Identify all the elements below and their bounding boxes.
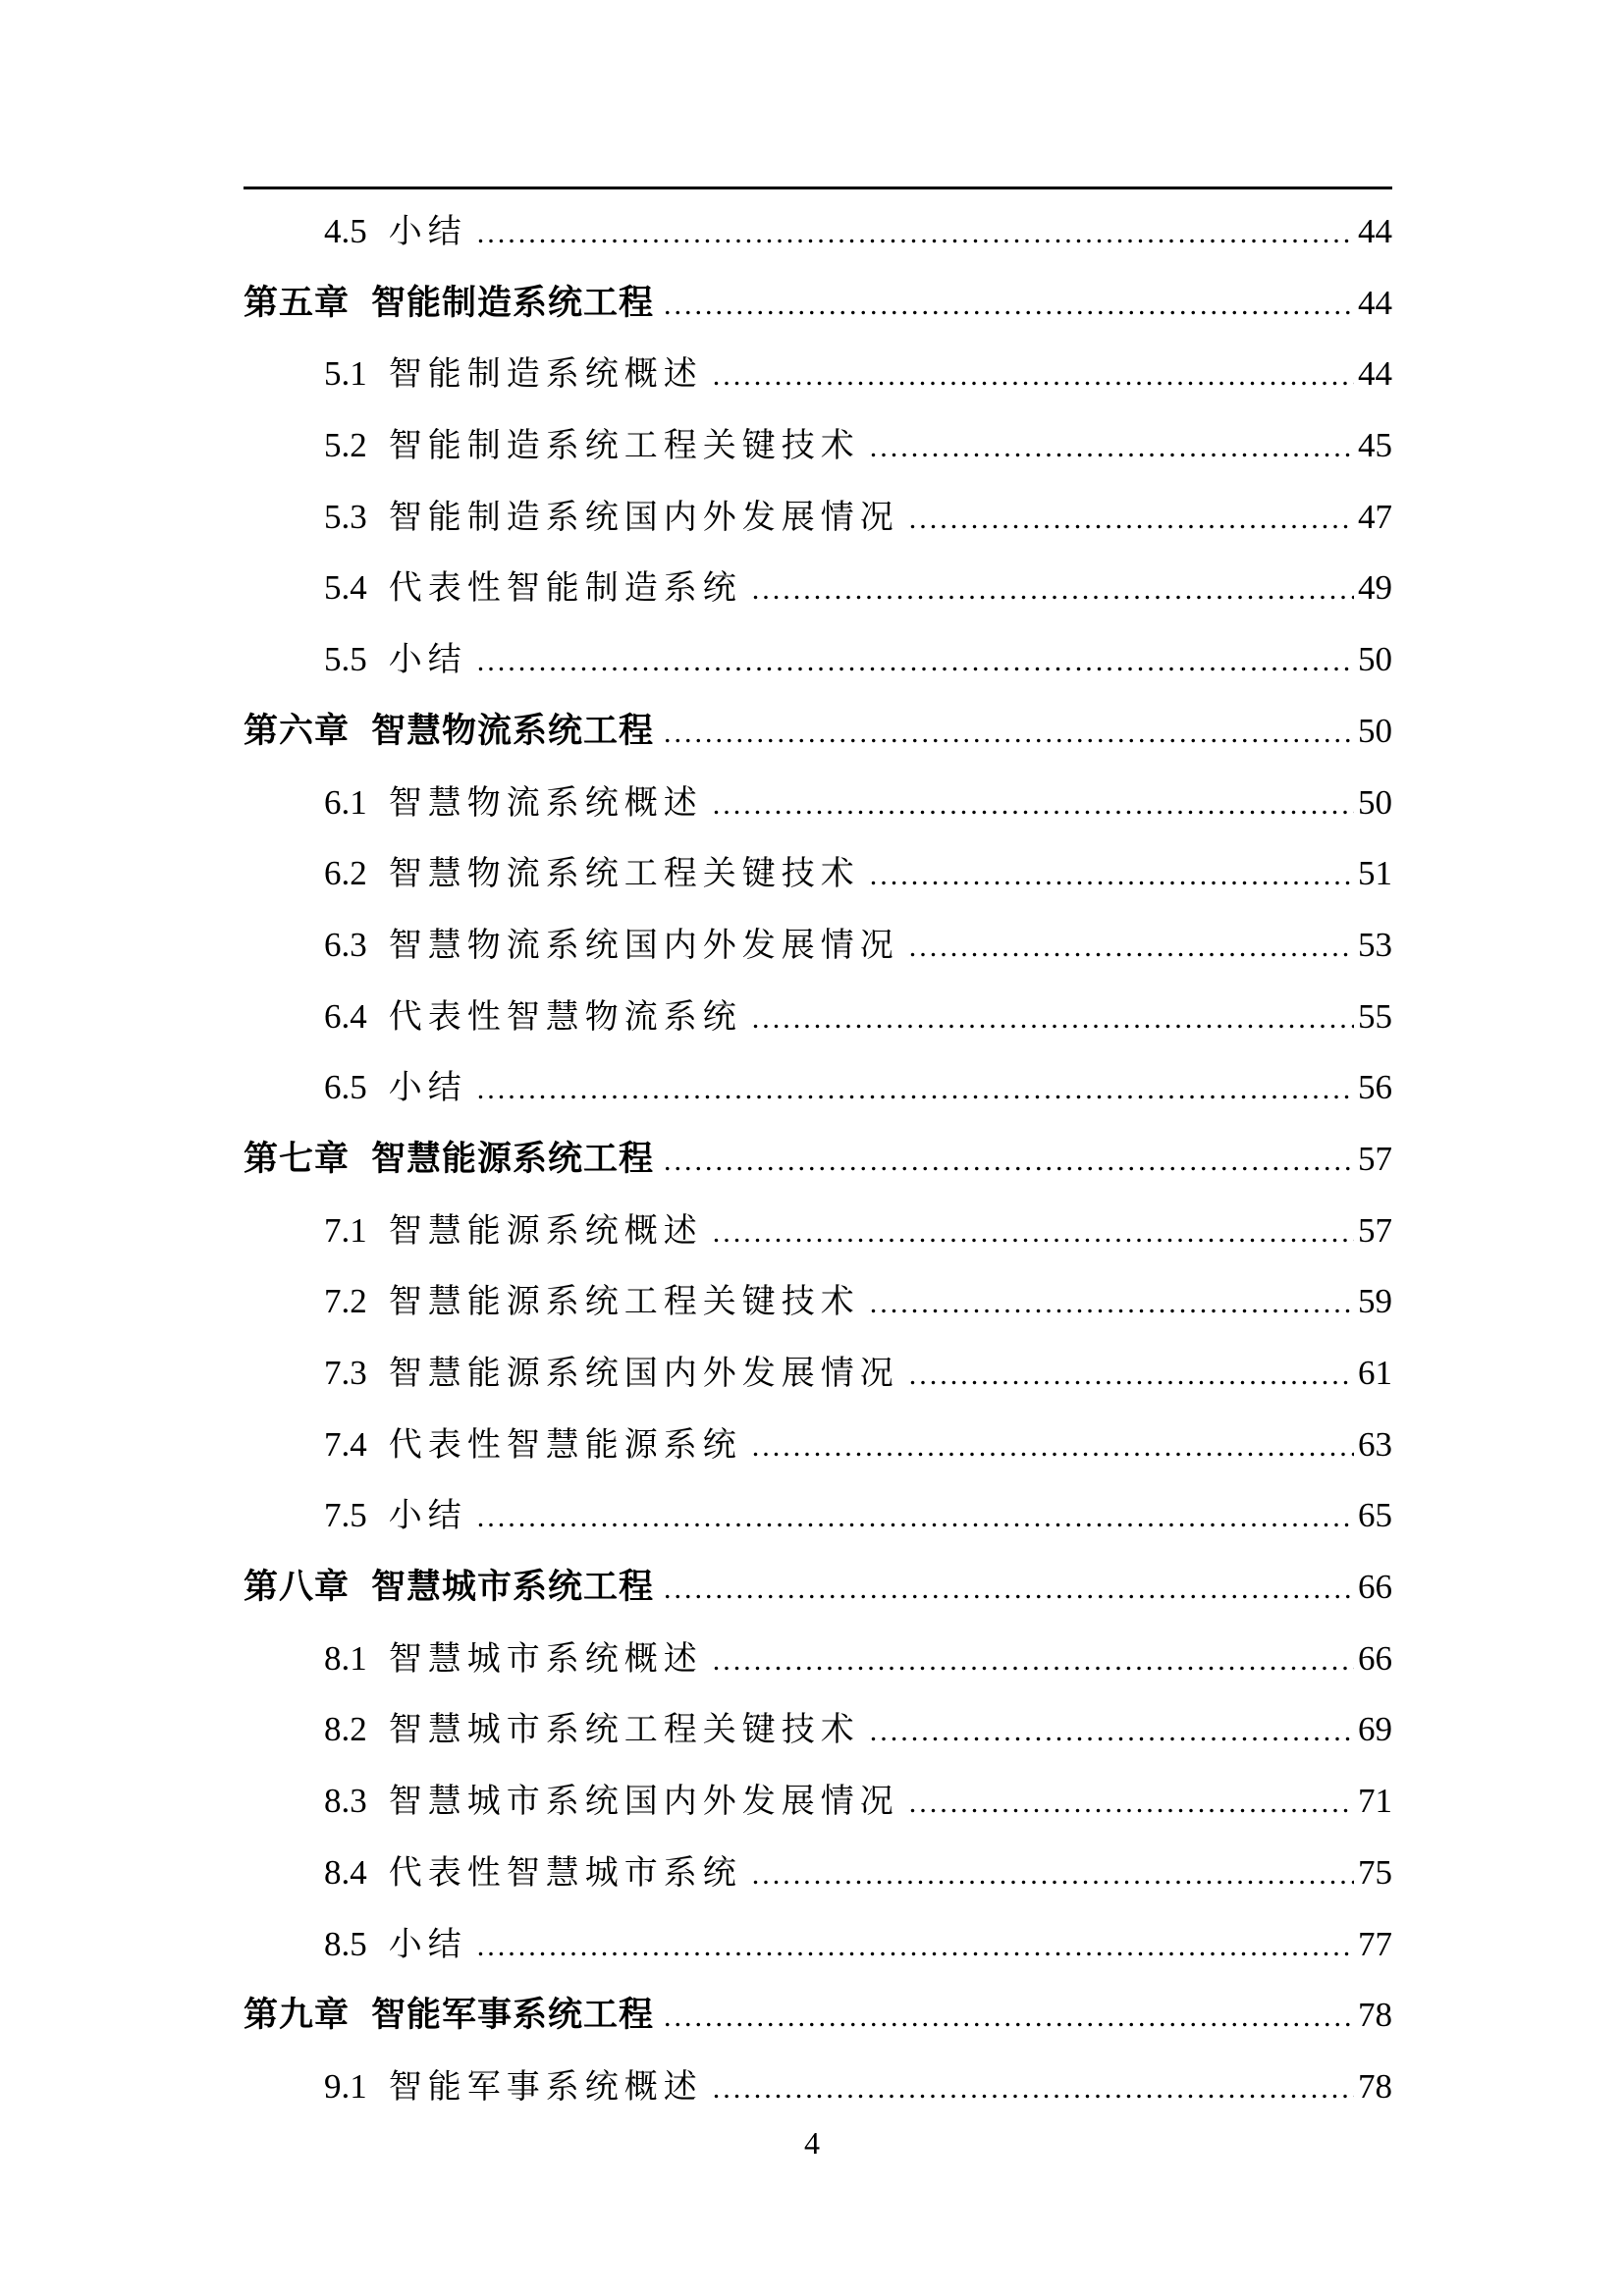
toc-chapter-title: 智慧能源系统工程 <box>371 1139 655 1179</box>
toc-chapter-entry[interactable] <box>244 268 1392 340</box>
toc-page-reference: 50 <box>1358 782 1392 822</box>
toc-dot-leader <box>870 412 1354 484</box>
toc-section-entry[interactable] <box>244 1052 1392 1124</box>
toc-dot-leader <box>870 1268 1354 1340</box>
toc-section-number: 7.1 <box>324 1210 367 1250</box>
toc-chapter-entry[interactable] <box>244 1124 1392 1196</box>
toc-chapter-entry[interactable] <box>244 696 1392 768</box>
toc-section-entry[interactable] <box>244 196 1392 268</box>
toc-dot-leader <box>664 1126 1354 1198</box>
toc-section-number: 6.5 <box>324 1068 367 1107</box>
toc-section-entry[interactable] <box>244 1196 1392 1267</box>
toc-section-title: 智能制造系统概述 <box>388 354 703 395</box>
toc-dot-leader <box>909 484 1354 556</box>
toc-section-title: 智能制造系统工程关键技术 <box>388 426 860 466</box>
toc-section-title: 小结 <box>388 640 467 680</box>
toc-section-number: 7.3 <box>324 1354 367 1392</box>
toc-dot-leader <box>752 1840 1354 1911</box>
toc-dot-leader <box>477 198 1354 270</box>
toc-section-entry[interactable] <box>244 910 1392 982</box>
toc-section-number: 8.5 <box>324 1924 367 1963</box>
toc-section-title: 小结 <box>388 1068 467 1108</box>
toc-page-reference: 75 <box>1358 1852 1392 1892</box>
toc-section-title: 智慧物流系统工程关键技术 <box>388 854 860 894</box>
toc-section-number: 7.5 <box>324 1496 367 1535</box>
toc-section-entry[interactable] <box>244 1410 1392 1481</box>
toc-page-reference: 55 <box>1358 996 1392 1036</box>
toc-dot-leader <box>752 1412 1354 1483</box>
toc-page-reference: 78 <box>1358 2066 1392 2106</box>
toc-dot-leader <box>909 912 1354 984</box>
toc-section-entry[interactable] <box>244 982 1392 1053</box>
toc-chapter-entry[interactable] <box>244 1980 1392 2052</box>
toc-dot-leader <box>477 626 1354 698</box>
toc-section-title: 小结 <box>388 1924 467 1964</box>
toc-section-title: 智慧物流系统国内外发展情况 <box>388 925 899 965</box>
toc-section-entry[interactable] <box>244 1838 1392 1909</box>
toc-section-title: 代表性智慧城市系统 <box>388 1852 742 1893</box>
toc-page-reference: 57 <box>1358 1210 1392 1250</box>
toc-page-reference: 56 <box>1358 1068 1392 1107</box>
toc-section-title: 智慧能源系统国内外发展情况 <box>388 1354 899 1393</box>
toc-page-reference: 45 <box>1358 426 1392 465</box>
toc-page-reference: 66 <box>1358 1568 1392 1607</box>
toc-page-reference: 50 <box>1358 711 1392 750</box>
toc-section-title: 智慧城市系统工程关键技术 <box>388 1710 860 1750</box>
toc-section-title: 小结 <box>388 1496 467 1536</box>
toc-dot-leader <box>870 1696 1354 1768</box>
toc-chapter-title: 智能制造系统工程 <box>371 283 655 323</box>
toc-chapter-title: 智慧城市系统工程 <box>371 1568 655 1608</box>
toc-section-number: 8.2 <box>324 1710 367 1749</box>
toc-dot-leader <box>477 1911 1354 1983</box>
toc-section-title: 智能制造系统国内外发展情况 <box>388 497 899 537</box>
toc-chapter-number: 第六章 <box>244 711 351 751</box>
toc-section-title: 代表性智慧能源系统 <box>388 1424 742 1465</box>
toc-page-reference: 65 <box>1358 1496 1392 1535</box>
toc-dot-leader <box>870 840 1354 912</box>
toc-dot-leader <box>664 698 1354 770</box>
toc-page-reference: 47 <box>1358 497 1392 536</box>
toc-section-title: 智慧物流系统概述 <box>388 782 703 823</box>
toc-page-reference: 59 <box>1358 1282 1392 1321</box>
toc-page-reference: 51 <box>1358 854 1392 893</box>
toc-section-entry[interactable] <box>244 410 1392 482</box>
toc-section-number: 9.1 <box>324 2066 367 2106</box>
toc-section-title: 小结 <box>388 212 467 251</box>
toc-page-reference: 66 <box>1358 1638 1392 1678</box>
toc-section-entry[interactable] <box>244 339 1392 410</box>
toc-section-entry[interactable] <box>244 768 1392 839</box>
toc-section-entry[interactable] <box>244 1694 1392 1766</box>
toc-page-reference: 50 <box>1358 640 1392 679</box>
toc-page-reference: 44 <box>1358 212 1392 250</box>
toc-page-reference: 63 <box>1358 1424 1392 1464</box>
toc-dot-leader <box>909 1340 1354 1412</box>
table-of-contents <box>244 196 1392 2123</box>
toc-section-number: 5.3 <box>324 497 367 536</box>
toc-dot-leader <box>713 341 1354 412</box>
toc-section-entry[interactable] <box>244 1266 1392 1338</box>
toc-page-reference: 69 <box>1358 1710 1392 1749</box>
toc-dot-leader <box>664 1554 1354 1626</box>
toc-section-entry[interactable] <box>244 624 1392 696</box>
toc-page-reference: 57 <box>1358 1139 1392 1178</box>
toc-section-number: 7.4 <box>324 1424 367 1464</box>
toc-section-number: 6.4 <box>324 996 367 1036</box>
toc-section-number: 7.2 <box>324 1282 367 1321</box>
toc-chapter-number: 第七章 <box>244 1139 351 1179</box>
toc-section-title: 代表性智能制造系统 <box>388 568 742 609</box>
toc-page-reference: 78 <box>1358 1996 1392 2035</box>
toc-section-entry[interactable] <box>244 1766 1392 1838</box>
page-number: 4 <box>804 2125 820 2161</box>
toc-section-number: 5.5 <box>324 640 367 679</box>
toc-dot-leader <box>909 1768 1354 1840</box>
toc-section-entry[interactable] <box>244 1338 1392 1410</box>
toc-section-entry[interactable] <box>244 1480 1392 1552</box>
toc-section-title: 智慧城市系统国内外发展情况 <box>388 1782 899 1822</box>
toc-section-title: 代表性智慧物流系统 <box>388 996 742 1037</box>
toc-page-reference: 44 <box>1358 283 1392 322</box>
toc-chapter-number: 第五章 <box>244 283 351 323</box>
toc-section-number: 6.1 <box>324 782 367 822</box>
toc-section-number: 5.4 <box>324 568 367 608</box>
toc-section-number: 8.4 <box>324 1852 367 1892</box>
toc-section-entry[interactable] <box>244 553 1392 624</box>
toc-section-title: 智慧能源系统工程关键技术 <box>388 1282 860 1322</box>
toc-dot-leader <box>664 270 1354 342</box>
toc-section-entry[interactable] <box>244 838 1392 910</box>
toc-page-reference: 53 <box>1358 925 1392 964</box>
toc-section-title: 智能军事系统概述 <box>388 2066 703 2107</box>
toc-page-reference: 49 <box>1358 568 1392 608</box>
toc-section-number: 5.2 <box>324 426 367 465</box>
toc-section-title: 智慧能源系统概述 <box>388 1210 703 1251</box>
toc-chapter-title: 智能军事系统工程 <box>371 1996 655 2036</box>
header-rule <box>244 187 1392 189</box>
toc-section-entry[interactable] <box>244 482 1392 554</box>
toc-dot-leader <box>713 770 1354 841</box>
toc-dot-leader <box>752 555 1354 626</box>
toc-dot-leader <box>477 1482 1354 1554</box>
toc-section-number: 6.3 <box>324 925 367 964</box>
toc-chapter-entry[interactable] <box>244 1552 1392 1624</box>
toc-chapter-title: 智慧物流系统工程 <box>371 711 655 751</box>
toc-chapter-number: 第九章 <box>244 1996 351 2036</box>
toc-dot-leader <box>752 984 1354 1055</box>
toc-dot-leader <box>664 1982 1354 2054</box>
toc-section-number: 4.5 <box>324 212 367 250</box>
toc-section-number: 8.1 <box>324 1638 367 1678</box>
toc-chapter-number: 第八章 <box>244 1568 351 1608</box>
toc-section-entry[interactable] <box>244 2052 1392 2123</box>
toc-page-reference: 77 <box>1358 1924 1392 1963</box>
toc-section-title: 智慧城市系统概述 <box>388 1638 703 1679</box>
toc-dot-leader <box>713 1198 1354 1269</box>
toc-dot-leader <box>713 2054 1354 2125</box>
toc-dot-leader <box>713 1626 1354 1697</box>
toc-section-number: 8.3 <box>324 1782 367 1821</box>
toc-page-reference: 71 <box>1358 1782 1392 1821</box>
toc-section-entry[interactable] <box>244 1624 1392 1695</box>
toc-page-reference: 61 <box>1358 1354 1392 1392</box>
toc-section-number: 5.1 <box>324 354 367 394</box>
toc-dot-leader <box>477 1054 1354 1126</box>
toc-section-entry[interactable] <box>244 1909 1392 1981</box>
toc-page-reference: 44 <box>1358 354 1392 394</box>
toc-section-number: 6.2 <box>324 854 367 893</box>
